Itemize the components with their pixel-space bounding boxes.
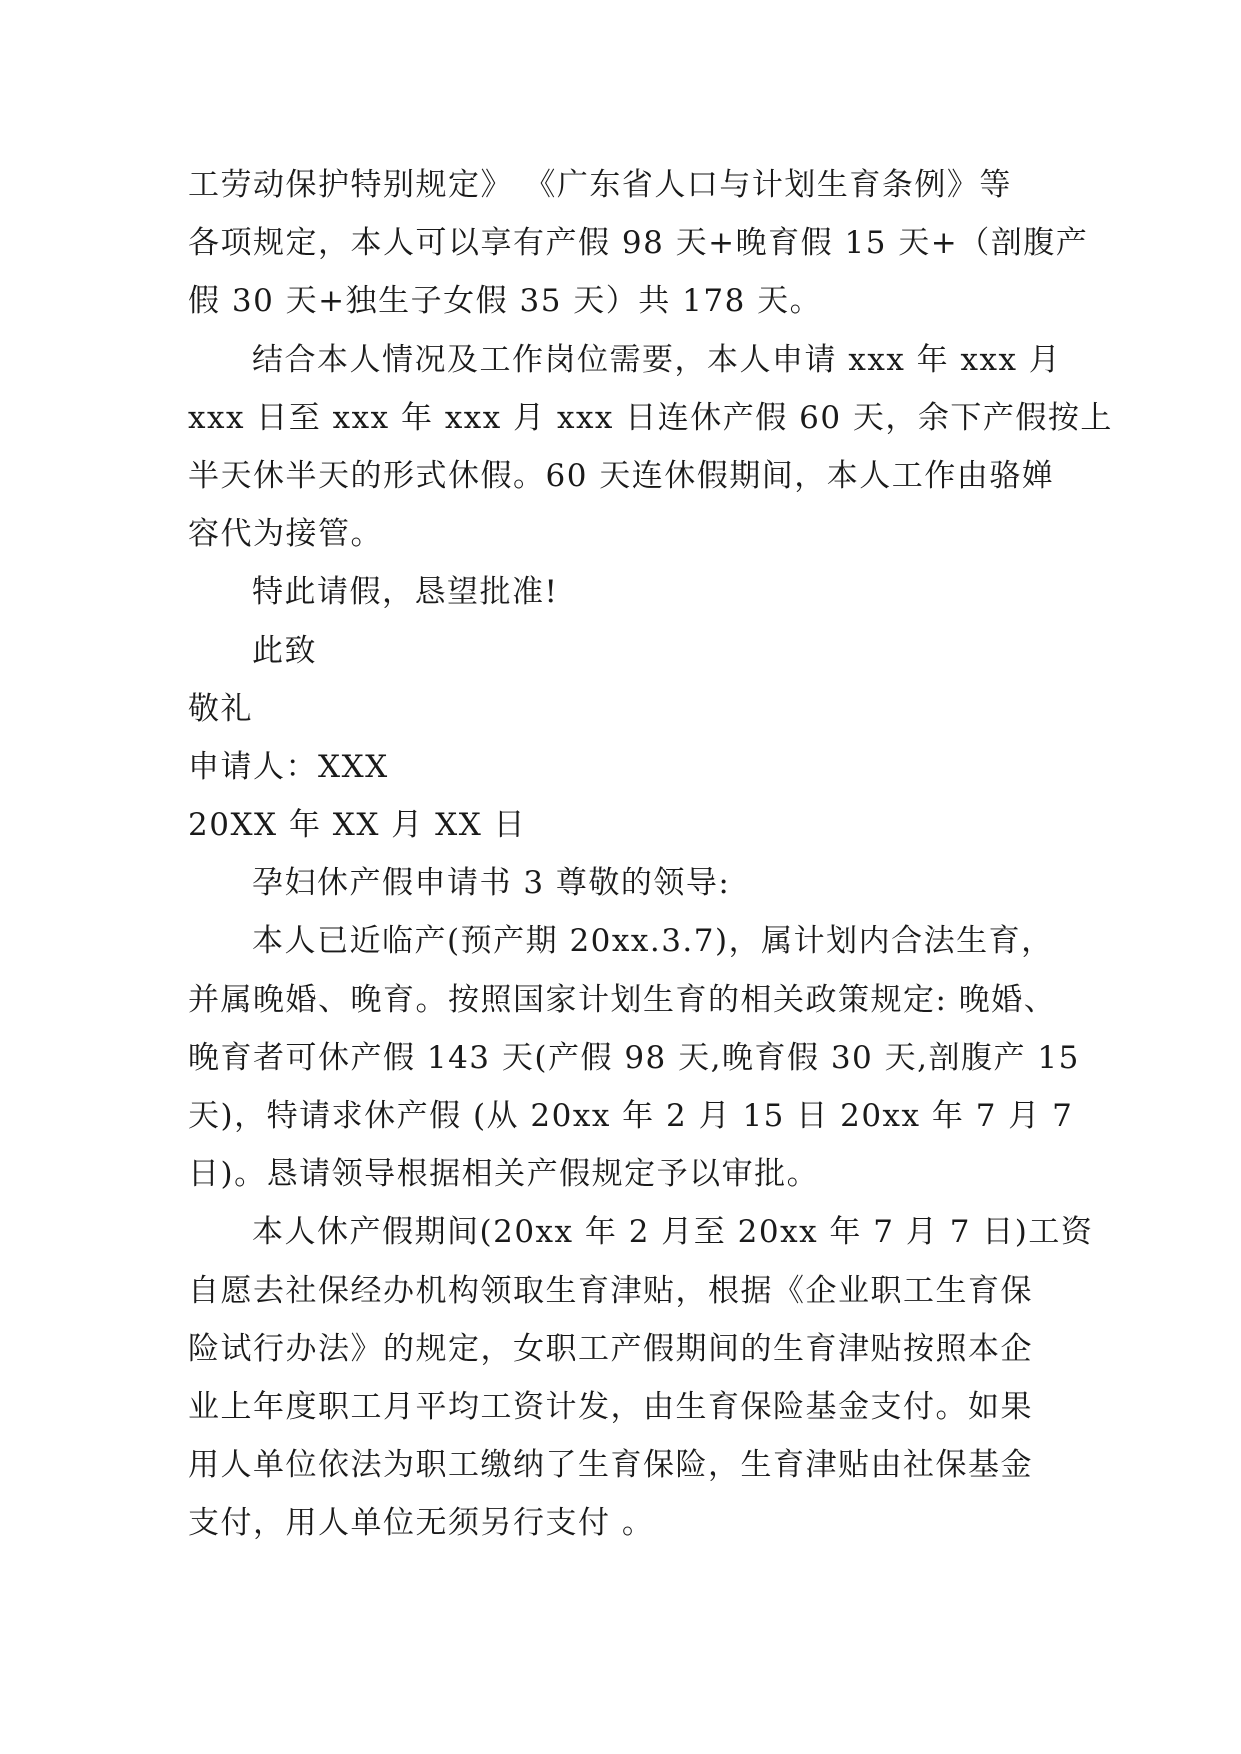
document-body: [188, 156, 1113, 1553]
body-line: 业上年度职工月平均工资计发，由生育保险基金支付。如果: [188, 1388, 1033, 1425]
body-line: 结合本人情况及工作岗位需要，本人申请 xxx 年 xxx 月: [252, 341, 1062, 378]
applicant-name: 申请人：XXX: [188, 748, 389, 785]
body-line: 工劳动保护特别规定》 《广东省人口与计划生育条例》等: [188, 167, 1012, 203]
closing-regards: 敬礼: [188, 690, 253, 727]
body-line: 各项规定，本人可以享有产假 98 天+晚育假 15 天+（剖腹产: [188, 225, 1089, 262]
body-line: 并属晚婚、晚育。按照国家计划生育的相关政策规定: 晚婚、: [188, 981, 1057, 1018]
body-line: 险试行办法》的规定，女职工产假期间的生育津贴按照本企: [188, 1330, 1033, 1367]
application-date: 20XX 年 XX 月 XX 日: [188, 807, 527, 844]
body-line: 支付，用人单位无须另行支付 。: [188, 1505, 655, 1542]
body-line: 假 30 天+独生子女假 35 天）共 178 天。: [188, 283, 823, 320]
body-line: 半天休半天的形式休假。60 天连休假期间，本人工作由骆婵: [188, 457, 1055, 494]
body-line: 日)。恳请领导根据相关产假规定予以审批。: [188, 1156, 820, 1193]
body-line: 本人已近临产(预产期 20xx.3.7)，属计划内合法生育，: [252, 923, 1054, 960]
closing-request: 特此请假，恳望批准!: [252, 574, 559, 611]
body-line: 用人单位依法为职工缴纳了生育保险，生育津贴由社保基金: [188, 1447, 1033, 1484]
body-line: 本人休产假期间(20xx 年 2 月至 20xx 年 7 月 7 日)工资: [252, 1214, 1094, 1251]
body-line: xxx 日至 xxx 年 xxx 月 xxx 日连休产假 60 天，余下产假按上: [188, 399, 1113, 436]
closing-salutation: 此致: [252, 632, 317, 669]
body-line: 天)，特请求休产假 (从 20xx 年 2 月 15 日 20xx 年 7 月 7: [188, 1098, 1074, 1134]
body-line: 容代为接管。: [188, 516, 383, 553]
body-line: 自愿去社保经办机构领取生育津贴，根据《企业职工生育保: [188, 1272, 1033, 1309]
section-heading: 孕妇休产假申请书 3 尊敬的领导:: [252, 865, 731, 902]
body-line: 晚育者可休产假 143 天(产假 98 天,晚育假 30 天,剖腹产 15: [188, 1039, 1080, 1076]
